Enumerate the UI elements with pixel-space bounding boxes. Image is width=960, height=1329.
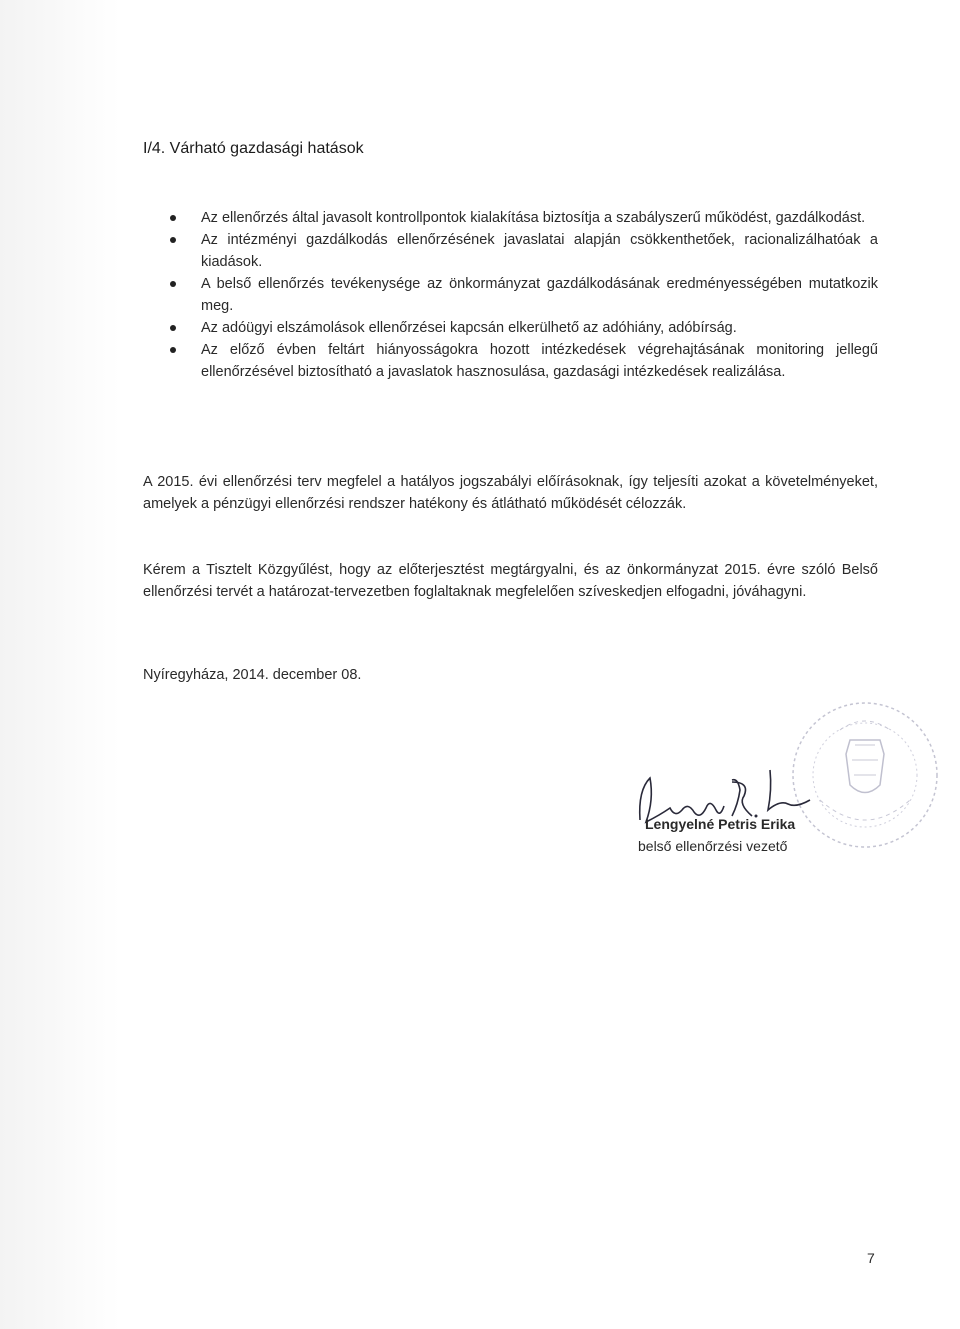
section-title: I/4. Várható gazdasági hatások bbox=[143, 140, 364, 157]
page-number: 7 bbox=[867, 1250, 875, 1266]
signer-role: belső ellenőrzési vezető bbox=[638, 838, 788, 854]
scan-edge-shade bbox=[0, 0, 120, 1329]
bullet-icon bbox=[170, 325, 176, 331]
list-item: Az intézményi gazdálkodás ellenőrzésének javaslatai alapján csökkenthetőek, racionalizálhatóak a kiadások. bbox=[168, 229, 878, 273]
signer-name: Lengyelné Petris Erika bbox=[645, 816, 796, 832]
list-item: Az előző évben feltárt hiányosságokra hozott intézkedések végrehajtásának monitoring jellegű ellenőrzésével biztosítható a javaslatok hasznosulása, gazdasági intézkedések realizálása. bbox=[168, 339, 878, 383]
place-date: Nyíregyháza, 2014. december 08. bbox=[143, 667, 362, 683]
list-item: Az adóügyi elszámolások ellenőrzései kapcsán elkerülhető az adóhiány, adóbírság. bbox=[168, 317, 878, 339]
request-paragraph: Kérem a Tisztelt Közgyűlést, hogy az előterjesztést megtárgyalni, és az önkormányzat 2015. évre szóló Belső ellenőrzési tervét a határozat-tervezetben foglaltaknak megfelelően szíveskedjen elfogadni, jóváhagyni. bbox=[143, 562, 878, 600]
bullet-icon bbox=[170, 281, 176, 287]
bullet-icon bbox=[170, 347, 176, 353]
list-item: Az ellenőrzés által javasolt kontrollpontok kialakítása biztosítja a szabályszerű működést, gazdálkodást. bbox=[168, 207, 878, 229]
list-item: A belső ellenőrzés tevékenysége az önkormányzat gazdálkodásának eredményességében mutatkozik meg. bbox=[168, 273, 878, 317]
bullet-icon bbox=[170, 215, 176, 221]
impact-bullet-list bbox=[168, 207, 878, 383]
bullet-icon bbox=[170, 237, 176, 243]
compliance-paragraph: A 2015. évi ellenőrzési terv megfelel a hatályos jogszabályi előírásoknak, így teljesíti azokat a követelményeket, amelyek a pénzügyi ellenőrzési rendszer hatékony és átlátható működését célozzák. bbox=[143, 474, 878, 512]
